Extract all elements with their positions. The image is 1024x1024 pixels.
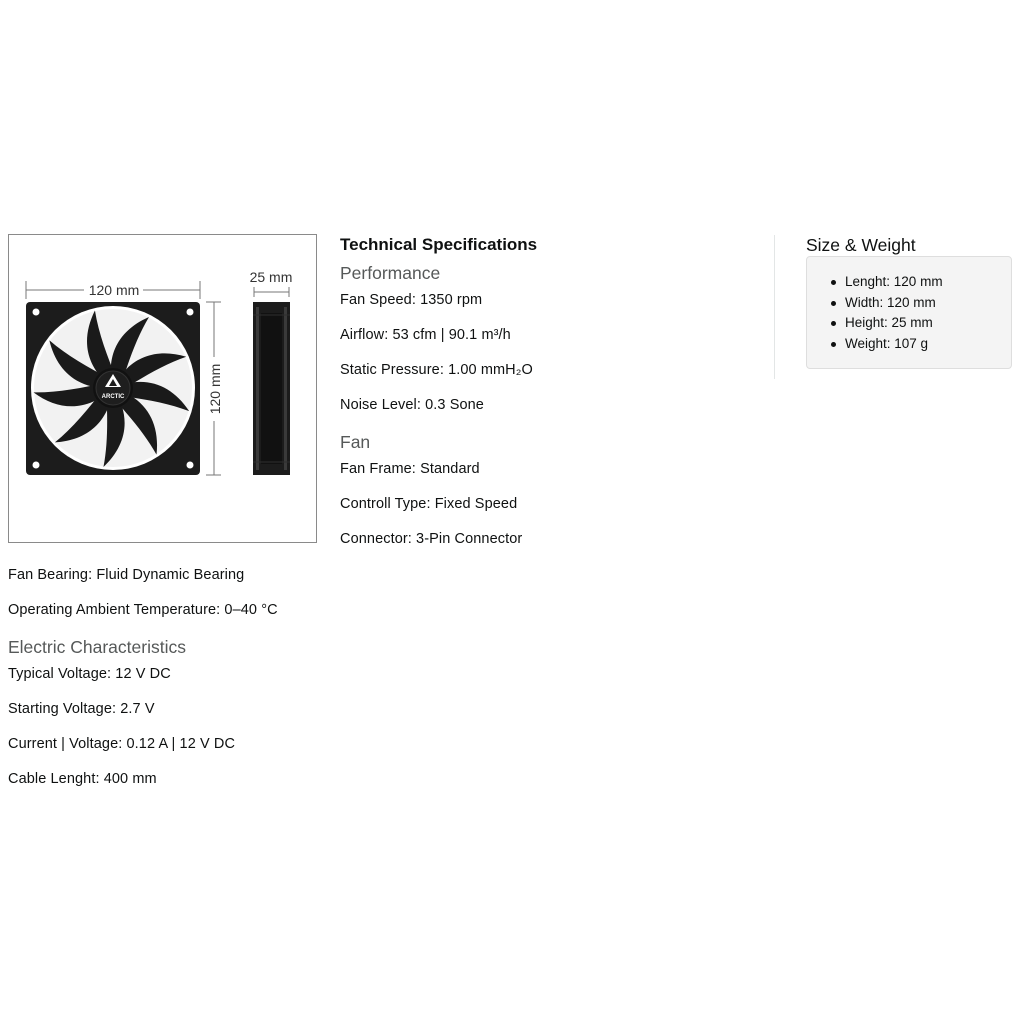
depth-label: 25 mm [249,269,293,285]
spec-typical-voltage: Typical Voltage: 12 V DC [8,666,171,682]
size-weight-title: Size & Weight [806,235,916,255]
size-weight: Weight: 107 g [829,334,943,355]
size-width: Width: 120 mm [829,293,943,314]
fan-front-view [26,302,200,475]
depth-dimension [254,287,289,297]
specs-title: Technical Specifications [340,235,538,254]
spec-static-pressure: Static Pressure: 1.00 mmH₂O [340,362,533,378]
spec-control-type: Controll Type: Fixed Speed [340,496,518,512]
product-image [8,234,317,543]
electric-heading: Electric Characteristics [8,637,186,657]
spec-current-voltage: Current | Voltage: 0.12 A | 12 V DC [8,736,236,752]
spec-connector: Connector: 3-Pin Connector [340,531,523,547]
performance-heading: Performance [340,263,441,283]
logo-text: ARCTIC [101,394,125,400]
spec-fan-speed: Fan Speed: 1350 rpm [340,292,483,308]
spec-cable-length: Cable Lenght: 400 mm [8,771,157,787]
size-length: Lenght: 120 mm [829,272,943,293]
spec-fan-bearing: Fan Bearing: Fluid Dynamic Bearing [8,567,245,583]
size-weight-box [806,256,1012,369]
spec-noise-level: Noise Level: 0.3 Sone [340,397,484,413]
spec-ambient-temperature: Operating Ambient Temperature: 0–40 °C [8,602,278,618]
column-divider [774,235,775,379]
fan-side-view [253,302,290,475]
spec-fan-frame: Fan Frame: Standard [340,461,480,477]
size-weight-list [829,272,943,355]
fan-diagram [9,235,318,544]
size-height: Height: 25 mm [829,313,943,334]
fan-heading: Fan [340,432,371,452]
spec-starting-voltage: Starting Voltage: 2.7 V [8,701,155,717]
spec-airflow: Airflow: 53 cfm | 90.1 m³/h [340,327,511,343]
height-label: 120 mm [207,363,223,415]
width-label: 120 mm [88,282,140,298]
